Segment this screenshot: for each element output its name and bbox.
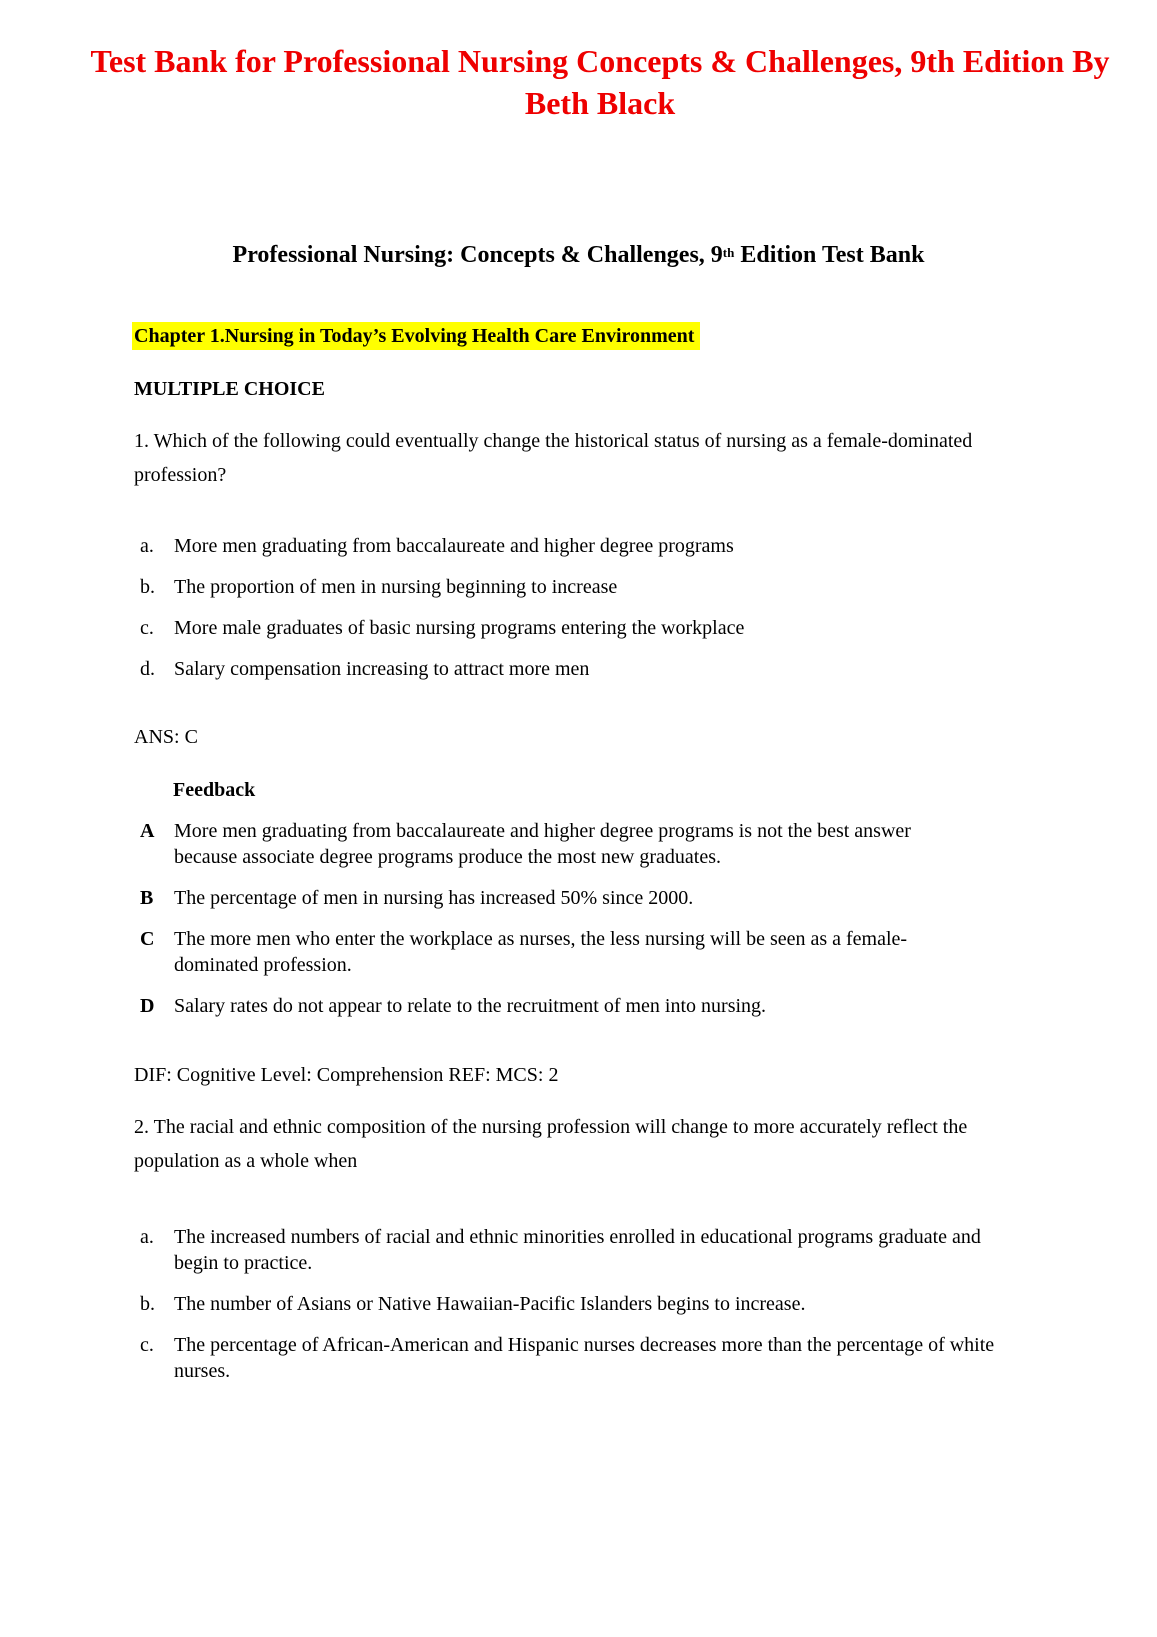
document-title-superscript: th (722, 245, 735, 260)
feedback-letter: D (140, 995, 155, 1017)
feedback-item (140, 993, 970, 1019)
document-title-main: Professional Nursing: Concepts & Challenges, 9 (232, 242, 723, 268)
difficulty-line: DIF: Cognitive Level: Comprehension REF: MCS: 2 (134, 1064, 559, 1086)
option-text: Salary compensation increasing to attract more men (174, 658, 590, 680)
option-letter: c. (140, 617, 154, 639)
question-2-options (140, 1224, 1000, 1399)
option-text: More male graduates of basic nursing programs entering the workplace (174, 617, 745, 639)
question-1-text: 1. Which of the following could eventually change the historical status of nursing as a female-dominated profession? (134, 430, 973, 486)
feedback-text: More men graduating from baccalaureate and higher degree programs is not the best answer because associate degree programs produce the most new graduates. (174, 820, 911, 868)
option-item (140, 1224, 1000, 1276)
feedback-text: The percentage of men in nursing has increased 50% since 2000. (174, 887, 694, 909)
feedback-text: Salary rates do not appear to relate to the recruitment of men into nursing. (174, 995, 767, 1017)
option-text: The increased numbers of racial and ethnic minorities enrolled in educational programs graduate and begin to practice. (174, 1226, 981, 1274)
feedback-item (140, 818, 970, 870)
option-letter: d. (140, 658, 155, 680)
feedback-letter: C (140, 928, 155, 950)
feedback-letter: A (140, 820, 155, 842)
feedback-item (140, 885, 970, 911)
option-letter: a. (140, 535, 154, 557)
option-item (140, 615, 1000, 641)
option-letter: b. (140, 1293, 155, 1315)
option-text: The proportion of men in nursing beginning to increase (174, 576, 618, 598)
option-letter: c. (140, 1334, 154, 1356)
section-heading: MULTIPLE CHOICE (134, 378, 325, 400)
option-text: More men graduating from baccalaureate and higher degree programs (174, 535, 734, 557)
question-2-text: 2. The racial and ethnic composition of the nursing profession will change to more accurately reflect the population as a whole when (134, 1116, 968, 1172)
option-item (140, 533, 1000, 559)
banner-title: Test Bank for Professional Nursing Concepts & Challenges, 9th Edition By Beth Black (90, 43, 1110, 121)
document-title-end: Edition Test Bank (734, 242, 925, 268)
feedback-list (140, 818, 970, 1034)
chapter-heading: Chapter 1.Nursing in Today’s Evolving Health Care Environment (132, 322, 700, 350)
feedback-text: The more men who enter the workplace as nurses, the less nursing will be seen as a female-dominated profession. (174, 928, 908, 976)
answer-line: ANS: C (134, 726, 198, 748)
option-text: The percentage of African-American and Hispanic nurses decreases more than the percentage of white nurses. (174, 1334, 995, 1382)
option-item (140, 1332, 1000, 1384)
question-1-options (140, 533, 1000, 697)
option-item (140, 574, 1000, 600)
document-title (0, 240, 1157, 270)
option-item (140, 1291, 1000, 1317)
option-letter: a. (140, 1226, 154, 1248)
feedback-letter: B (140, 887, 154, 909)
option-text: The number of Asians or Native Hawaiian-Pacific Islanders begins to increase. (174, 1293, 806, 1315)
option-letter: b. (140, 576, 155, 598)
feedback-item (140, 926, 970, 978)
option-item (140, 656, 1000, 682)
feedback-heading: Feedback (173, 779, 256, 801)
